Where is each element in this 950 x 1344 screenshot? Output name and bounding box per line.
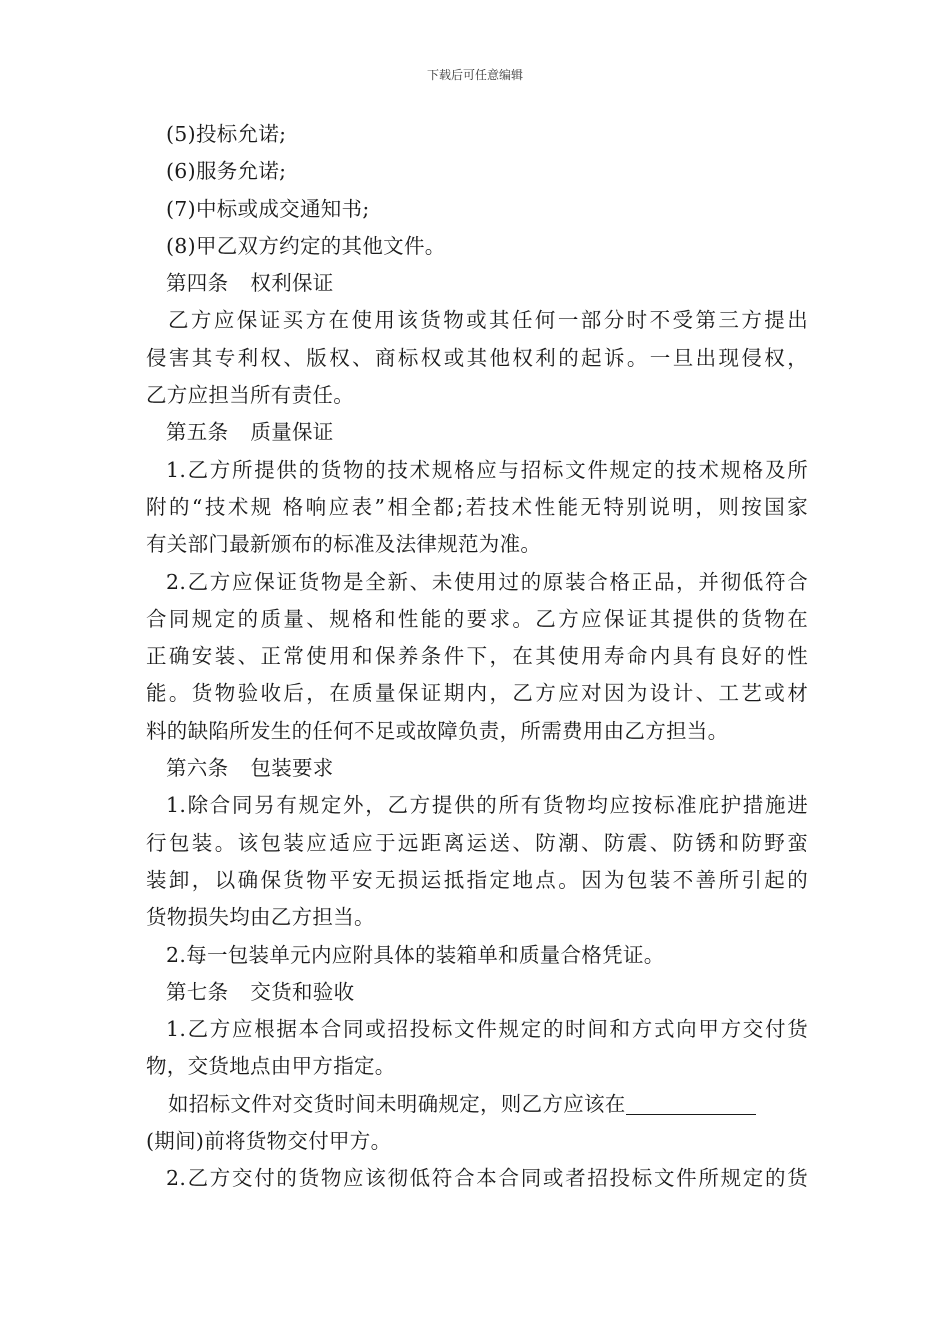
- article-heading-4: [146, 265, 808, 302]
- paragraph-line: 合同规定的质量、规格和性能的要求。乙方应保证其提供的货物在: [146, 606, 808, 631]
- article-title: 包装要求: [250, 756, 334, 781]
- paragraph-line: 货物损失均由乙方担当。: [146, 905, 375, 930]
- article-number: 第四条: [166, 271, 229, 296]
- article-number: 第六条: [166, 756, 229, 781]
- paragraph-line: 物，交货地点由甲方指定。: [146, 1054, 396, 1079]
- article-heading-6: [146, 750, 808, 787]
- article-number: 第五条: [166, 420, 229, 445]
- document-body: [146, 116, 808, 1198]
- list-item: (5)投标允诺;: [166, 122, 287, 146]
- article-title: 质量保证: [250, 420, 334, 445]
- article-number: 第七条: [166, 979, 229, 1004]
- list-item: (6)服务允诺;: [166, 159, 287, 184]
- paragraph-line: [146, 1086, 808, 1123]
- fill-in-blank: [626, 1092, 756, 1115]
- article-title: 交货和验收: [250, 979, 355, 1004]
- paragraph-text: 如招标文件对交货时间未明确规定，则乙方应该在: [168, 1091, 626, 1116]
- paragraph-line: 乙方应保证买方在使用该货物或其任何一部分时不受第三方提出: [168, 308, 808, 333]
- list-item: (7)中标或成交通知书;: [166, 196, 370, 221]
- paragraph-line: 附的“技术规 格响应表”相全都;若技术性能无特别说明，则按国家: [146, 494, 808, 519]
- paragraph-line: 侵害其专利权、版权、商标权或其他权利的起诉。一旦出现侵权，: [146, 345, 808, 370]
- paragraph-line: 1.乙方所提供的货物的技术规格应与招标文件规定的技术规格及所: [166, 457, 808, 482]
- paragraph-line: 能。货物验收后，在质量保证期内，乙方应对因为设计、工艺或材: [146, 681, 808, 706]
- paragraph-line: 乙方应担当所有责任。: [146, 383, 354, 408]
- list-item: (8)甲乙双方约定的其他文件。: [166, 233, 446, 258]
- paragraph-line: 装卸，以确保货物平安无损运抵指定地点。因为包装不善所引起的: [146, 867, 808, 892]
- article-heading-5: [146, 414, 808, 451]
- paragraph-line: 1.除合同另有规定外，乙方提供的所有货物均应按标准庇护措施进: [166, 793, 808, 818]
- paragraph-line: 2.乙方交付的货物应该彻低符合本合同或者招投标文件所规定的货: [166, 1166, 808, 1191]
- article-heading-7: [146, 974, 808, 1011]
- paragraph-line: 2.每一包装单元内应附具体的装箱单和质量合格凭证。: [166, 942, 665, 967]
- article-title: 权利保证: [250, 271, 334, 296]
- paragraph-line: (期间)前将货物交付甲方。: [146, 1129, 392, 1154]
- paragraph-line: 料的缺陷所发生的任何不足或故障负责，所需费用由乙方担当。: [146, 718, 729, 743]
- paragraph-line: 1.乙方应根据本合同或招投标文件规定的时间和方式向甲方交付货: [166, 1017, 808, 1042]
- page-header: 下载后可任意编辑: [426, 68, 523, 82]
- paragraph-line: 正确安装、正常使用和保养条件下，在其使用寿命内具有良好的性: [146, 644, 808, 669]
- paragraph-line: 有关部门最新颁布的标准及法律规范为准。: [146, 532, 542, 557]
- paragraph-line: 行包装。该包装应适应于远距离运送、防潮、防震、防锈和防野蛮: [146, 830, 808, 855]
- paragraph-line: 2.乙方应保证货物是全新、未使用过的原装合格正品，并彻低符合: [166, 569, 808, 594]
